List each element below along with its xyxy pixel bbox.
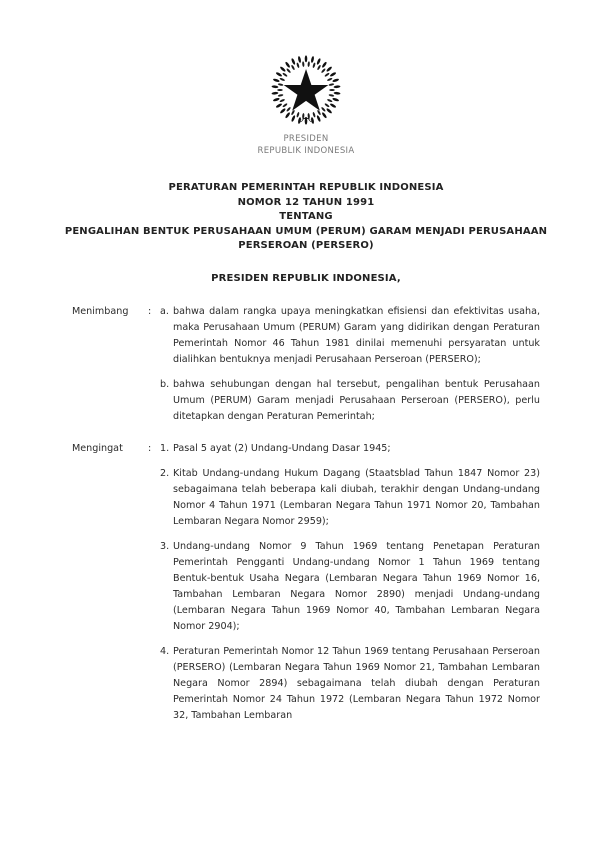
issuing-authority: PRESIDEN REPUBLIK INDONESIA,	[211, 272, 401, 284]
document-title-block	[0, 181, 612, 254]
emblem-caption-line1: PRESIDEN	[283, 134, 329, 144]
section-colon-mengingat: :	[148, 442, 152, 454]
item-text: Kitab Undang-undang Hukum Dagang (Staatsblad Tahun 1847 Nomor 23) sebagaimana telah beberapa kali diubah, terakhir dengan Undang-undang Nomor 4 Tahun 1971 (Lembaran Negara Tahun 1971 Nomor 20, Tambahan Lembaran Negara Nomor 2959);	[173, 467, 540, 527]
item-text: bahwa dalam rangka upaya meningkatkan efisiensi dan efektivitas usaha, maka Perusahaan Umum (PERUM) Garam yang didirikan dengan Peraturan Pemerintah Nomor 46 Tahun 1981 dinilai memenuhi persyaratan untuk dialihkan bentuknya menjadi Perusahaan Perseroan (PERSERO);	[173, 305, 540, 365]
clauses-container	[0, 304, 612, 724]
title-line-2: NOMOR 12 TAHUN 1991	[237, 196, 375, 208]
item-text: Undang-undang Nomor 9 Tahun 1969 tentang Penetapan Peraturan Pemerintah Pengganti Undang-undang Nomor 1 Tahun 1969 tentang Bentuk-bentuk Usaha Negara (Lembaran Negara Tahun 1969 Nomor 16, Tambahan Lembaran Negara Nomor 2890) menjadi Undang-undang (Lembaran Negara Tahun 1969 Nomor 40, Tambahan Lembaran Negara Nomor 2904);	[173, 540, 540, 632]
emblem-block	[0, 52, 612, 157]
section-colon-menimbang: :	[148, 305, 152, 317]
title-line-4: PENGALIHAN BENTUK PERUSAHAAN UMUM (PERUM) GARAM MENJADI PERUSAHAAN PERSEROAN (PERSERO)	[64, 225, 548, 251]
section-label-mengingat: Mengingat	[72, 442, 123, 454]
list-item	[160, 441, 540, 457]
item-marker: b.	[160, 378, 170, 390]
section-items-mengingat	[160, 441, 540, 724]
section-label-menimbang: Menimbang	[72, 305, 129, 317]
list-item	[160, 466, 540, 530]
item-text: Pasal 5 ayat (2) Undang-Undang Dasar 1945;	[173, 442, 391, 454]
item-marker: 2.	[160, 467, 170, 479]
document-page	[0, 52, 612, 844]
emblem-caption	[0, 134, 612, 157]
item-marker: 4.	[160, 645, 170, 657]
item-text: bahwa sehubungan dengan hal tersebut, pengalihan bentuk Perusahaan Umum (PERUM) Garam menjadi Perusahaan Perseroan (PERSERO), perlu ditetapkan dengan Peraturan Pemerintah;	[173, 378, 540, 422]
garuda-star-wreath-emblem	[265, 52, 347, 128]
title-line-1: PERATURAN PEMERINTAH REPUBLIK INDONESIA	[168, 182, 444, 193]
section-items-menimbang	[160, 304, 540, 425]
item-text: Peraturan Pemerintah Nomor 12 Tahun 1969 tentang Perusahaan Perseroan (PERSERO) (Lembaran Negara Tahun 1969 Nomor 21, Tambahan Lembaran Negara Nomor 2894) sebagaimana telah diubah dengan Peraturan Pemerintah Nomor 24 Tahun 1972 (Lembaran Negara Tahun 1972 Nomor 32, Tambahan Lembaran	[173, 645, 540, 721]
item-marker: 3.	[160, 540, 170, 552]
section-mengingat	[72, 441, 540, 724]
list-item	[160, 377, 540, 425]
list-item	[160, 539, 540, 635]
item-marker: a.	[160, 305, 169, 317]
emblem-caption-line2: REPUBLIK INDONESIA	[257, 145, 355, 156]
item-marker: 1.	[160, 442, 170, 454]
section-menimbang	[72, 304, 540, 425]
title-line-3: TENTANG	[279, 211, 333, 222]
list-item	[160, 644, 540, 724]
list-item	[160, 304, 540, 368]
